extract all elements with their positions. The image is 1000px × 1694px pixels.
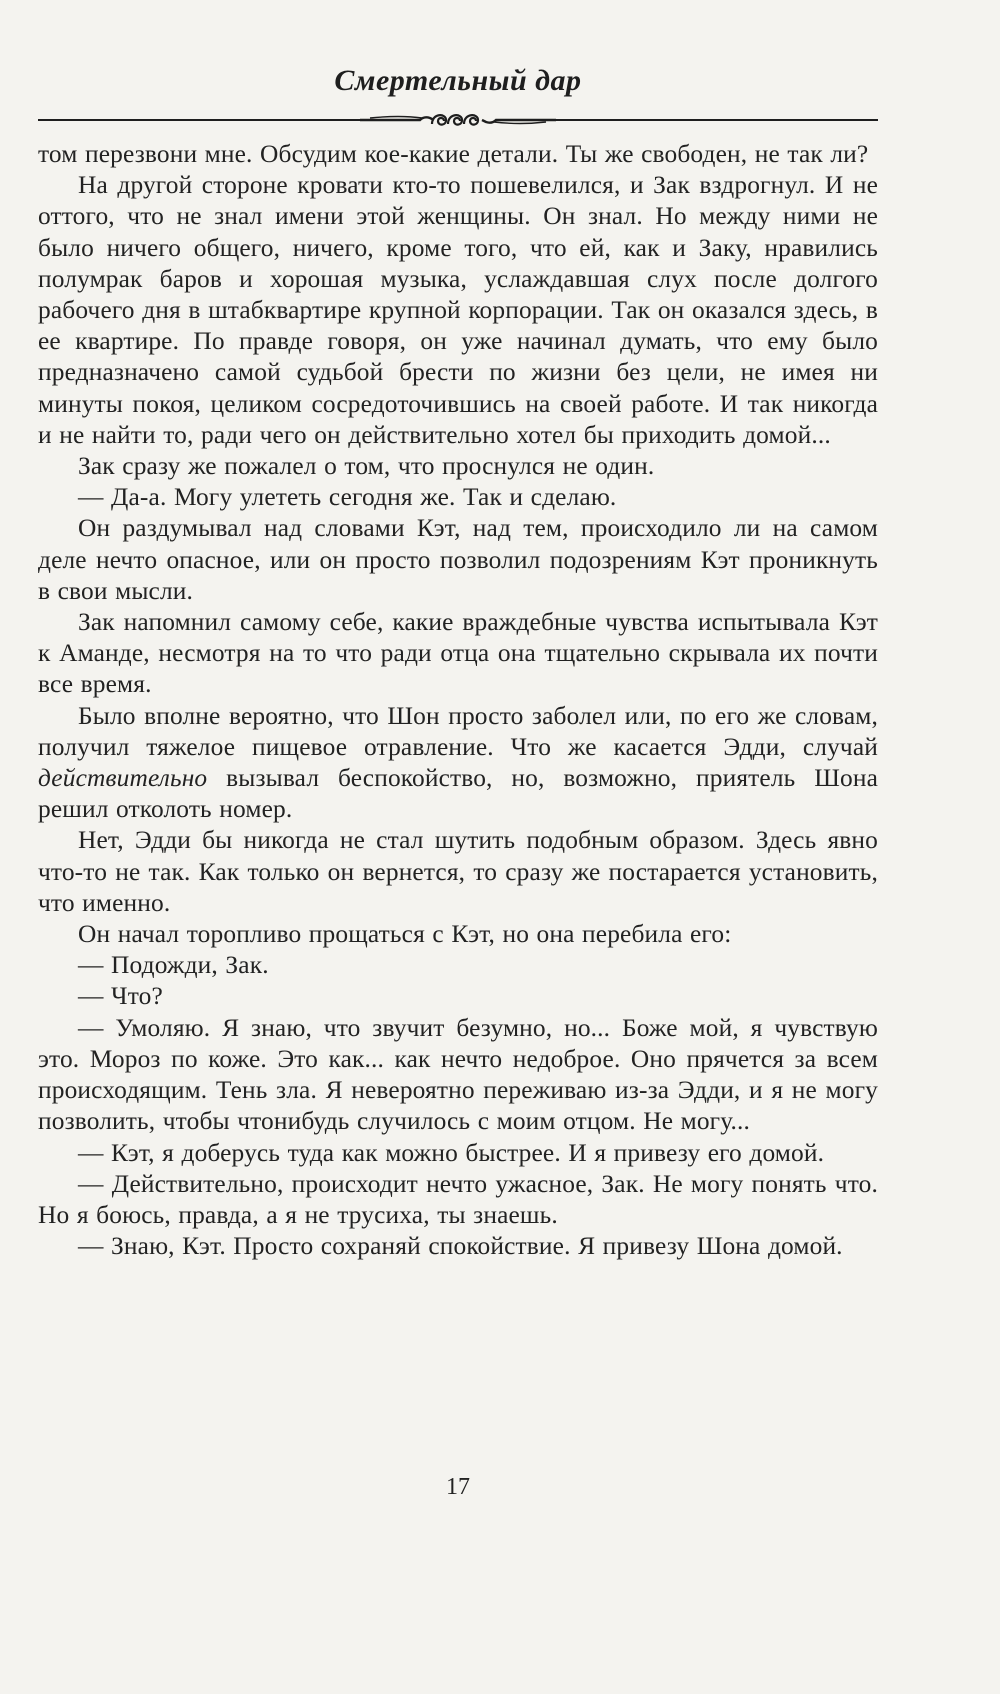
paragraph: — Подожди, Зак. bbox=[78, 951, 269, 980]
paragraph: — Действительно, происходит нечто ужасное, Зак. Не могу понять что. Но я боюсь, правда, а я не трусиха, ты знаешь. bbox=[38, 1169, 878, 1229]
body-text bbox=[38, 139, 878, 1262]
paragraph: — Умоляю. Я знаю, что звучит безумно, но... Боже мой, я чувствую это. Мороз по коже. Это как... как нечто недоброе. Оно прячется за всем происходящим. Тень зла. Я невероятно переживаю из-за Эдди, и я не могу позволить, чтобы чтонибудь случилось с моим отцом. Не могу... bbox=[38, 1013, 878, 1136]
paragraph: Зак сразу же пожалел о том, что проснулся не один. bbox=[78, 452, 655, 481]
paragraph: том перезвони мне. Обсудим кое-какие детали. Ты же свободен, не так ли? bbox=[38, 140, 869, 168]
paragraph: Нет, Эдди бы никогда не стал шутить подобным образом. Здесь явно что-то не так. Как только он вернется, то сразу же постарается установить, что именно. bbox=[38, 826, 878, 917]
ornament-rule-left bbox=[38, 119, 360, 121]
paragraph: — Кэт, я доберусь туда как можно быстрее. И я привезу его домой. bbox=[78, 1138, 825, 1167]
paragraph: Он раздумывал над словами Кэт, над тем, происходило ли на самом деле нечто опасное, или он просто позволил подозрениям Кэт проникнуть в свои мысли. bbox=[38, 514, 878, 605]
running-head: Смертельный дар bbox=[334, 64, 582, 97]
paragraph: Он начал торопливо прощаться с Кэт, но она перебила его: bbox=[78, 920, 732, 949]
paragraph: Зак напомнил самому себе, какие враждебные чувства испытывала Кэт к Аманде, несмотря на то что ради отца она тщательно скрывала их почти все время. bbox=[38, 608, 878, 699]
header-ornament bbox=[38, 105, 878, 135]
paragraph-text: Было вполне вероятно, что Шон просто заболел или, по его же словам, получил тяжелое пищевое отравление. Что же касается Эдди, случай bbox=[38, 701, 878, 761]
emphasized-word: действительно bbox=[38, 764, 208, 793]
paragraph: — Да-а. Могу улететь сегодня же. Так и сделаю. bbox=[78, 483, 617, 512]
book-page bbox=[38, 0, 878, 1694]
paragraph: — Что? bbox=[78, 982, 163, 1011]
paragraph: — Знаю, Кэт. Просто сохраняй спокойствие. Я привезу Шона домой. bbox=[78, 1232, 843, 1261]
paragraph: На другой стороне кровати кто-то пошевелился, и Зак вздрогнул. И не оттого, что не знал имени этой женщины. Он знал. Но между ними не было ничего общего, ничего, кроме того, что ей, как и Заку, нравились полумрак баров и хорошая музыка, услаждавшая слух после долгого рабочего дня в штабквартире крупной корпорации. Так он оказался здесь, в ее квартире. По правде говоря, он уже начинал думать, что ему было предназначено самой судьбой брести по жизни без цели, не имея ни минуты покоя, целиком сосредоточившись на своей работе. И так никогда и не найти то, ради чего он действительно хотел бы приходить домой... bbox=[38, 171, 878, 449]
paragraph-text: вызывал беспокойство, но, возможно, приятель Шона решил отколоть номер. bbox=[38, 764, 878, 824]
page-number: 17 bbox=[446, 1474, 470, 1500]
paragraph bbox=[38, 701, 878, 826]
flourish-icon bbox=[360, 105, 556, 135]
ornament-rule-right bbox=[556, 119, 878, 121]
